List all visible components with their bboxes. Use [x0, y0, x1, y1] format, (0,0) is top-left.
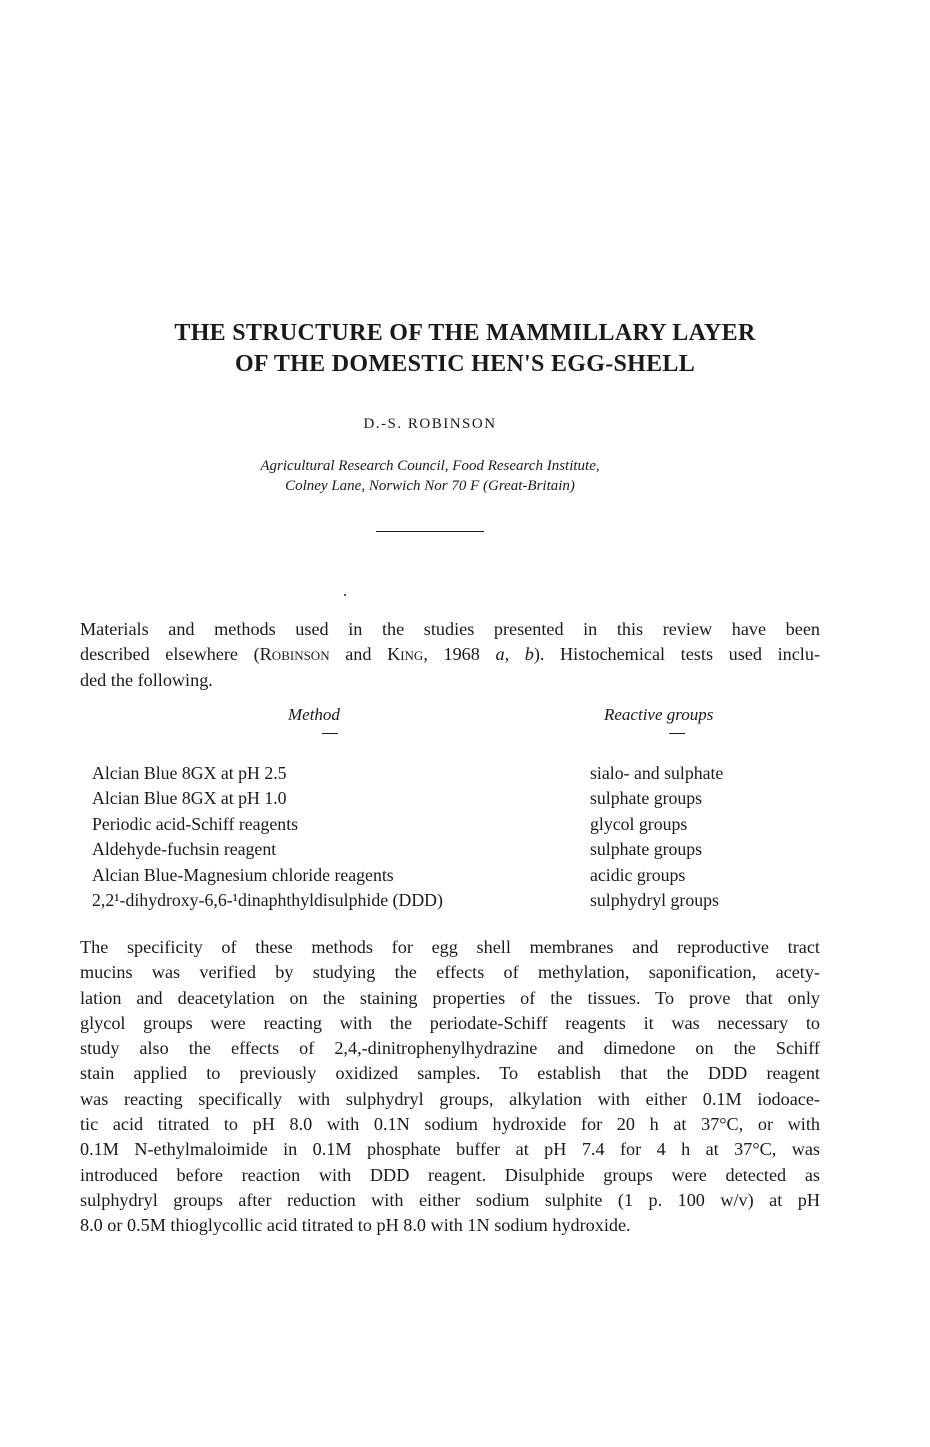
stray-dot [344, 594, 346, 596]
body-line: mucins was verified by studying the effects of methylation, saponification, acety- [80, 962, 820, 983]
group-cell: acidic groups [590, 864, 686, 885]
affiliation-line-2: Colney Lane, Norwich Nor 70 F (Great-Britain) [285, 478, 575, 494]
body-line: 0.1M N-ethylmaloimide in 0.1M phosphate buffer at pH 7.4 for 4 h at 37°C, was [80, 1139, 820, 1160]
body-line: 8.0 or 0.5M thioglycollic acid titrated to pH 8.0 with 1N sodium hydroxide. [80, 1215, 631, 1236]
body-line: stain applied to previously oxidized samples. To establish that the DDD reagent [80, 1063, 820, 1084]
method-cell: Aldehyde-fuchsin reagent [92, 839, 277, 860]
body-line: The specificity of these methods for egg shell membranes and reproductive tract [80, 937, 820, 957]
body-line: was reacting specifically with sulphydryl groups, alkylation with either 0.1M iodoace- [80, 1088, 820, 1109]
reactive-groups-column [590, 761, 723, 913]
table-header-dash-method [322, 733, 338, 734]
separator-rule [376, 531, 484, 532]
group-cell: sulphydryl groups [590, 890, 719, 911]
methods-column [92, 761, 443, 913]
body-line: glycol groups were reacting with the periodate-Schiff reagents it was necessary to [80, 1012, 820, 1033]
title-line-1: THE STRUCTURE OF THE MAMMILLARY LAYER [174, 320, 756, 346]
method-cell: 2,2¹-dihydroxy-6,6-¹dinaphthyldisulphide (DDD) [92, 890, 443, 911]
table-header-method: Method [288, 705, 340, 724]
body-line: lation and deacetylation on the staining properties of the tissues. To prove that only [80, 987, 820, 1008]
affiliation [0, 456, 860, 496]
body-line: introduced before reaction with DDD reagent. Disulphide groups were detected as [80, 1164, 820, 1185]
citation-king: King [387, 644, 424, 665]
intro-line-2: described elsewhere (Robinson and King, 1968 a, b). Histochemical tests used inclu- [80, 644, 820, 665]
table-header-dash-groups [669, 733, 685, 734]
method-cell: Alcian Blue-Magnesium chloride reagents [92, 864, 394, 885]
affiliation-line-1: Agricultural Research Council, Food Research Institute, [260, 458, 600, 474]
method-cell: Alcian Blue 8GX at pH 2.5 [92, 763, 287, 783]
group-cell: sulphate groups [590, 788, 703, 809]
paper-title [0, 318, 930, 380]
intro-line-1: Materials and methods used in the studies presented in this review have been [80, 619, 820, 639]
table-header-groups: Reactive groups [604, 705, 714, 724]
author-name: D.-S. ROBINSON [363, 416, 497, 432]
group-cell: sialo- and sulphate [590, 763, 724, 783]
method-cell: Periodic acid-Schiff reagents [92, 813, 299, 834]
body-line: sulphydryl groups after reduction with either sodium sulphite (1 p. 100 w/v) at pH [80, 1189, 820, 1210]
citation-ab: a, b [495, 644, 534, 665]
intro-line-3: ded the following. [80, 669, 213, 690]
body-line: study also the effects of 2,4,-dinitrophenylhydrazine and dimedone on the Schiff [80, 1038, 820, 1059]
method-cell: Alcian Blue 8GX at pH 1.0 [92, 788, 287, 809]
methods-paragraph [80, 935, 820, 1239]
group-cell: sulphate groups [590, 839, 703, 860]
body-line: tic acid titrated to pH 8.0 with 0.1N sodium hydroxide for 20 h at 37°C, or with [80, 1114, 820, 1135]
intro-paragraph [80, 617, 820, 693]
citation-robinson: Robinson [259, 644, 330, 665]
group-cell: glycol groups [590, 813, 688, 834]
title-line-2: OF THE DOMESTIC HEN'S EGG-SHELL [234, 351, 696, 377]
